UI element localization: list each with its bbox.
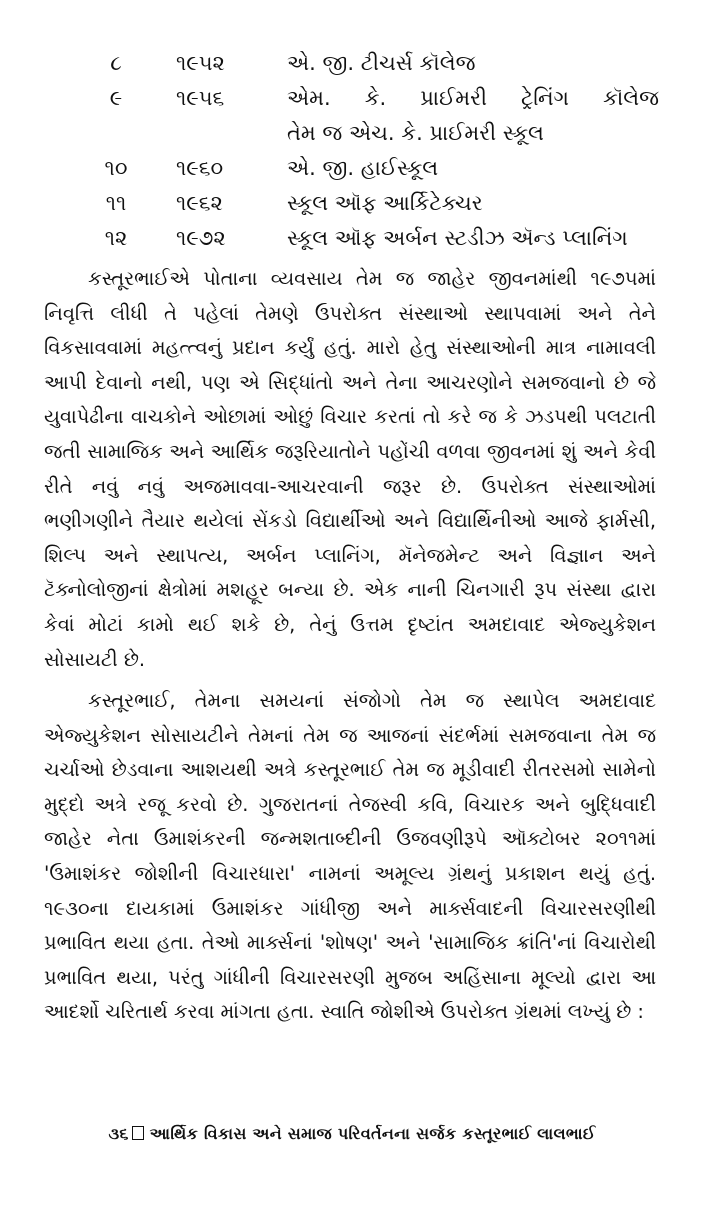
page-footer <box>0 1120 704 1148</box>
item-name: એ. જી. હાઈસ્કૂલ <box>287 156 439 180</box>
body-paragraph: કસ્તૂરભાઈ, તેમના સમયનાં સંજોગો તેમ જ સ્થાપેલ અમદાવાદ એજ્યુકેશન સોસાયટીને તેમનાં તેમ જ આજનાં સંદર્ભમાં સમજવાના તેમ જ ચર્ચાઓ છેડવાના આશયથી અત્રે કસ્તૂરભાઈ તેમ જ મૂડીવાદી રીતરસમો સામેનો મુદ્દો અત્રે રજૂ કરવો છે. ગુજરાતનાં તેજસ્વી કવિ, વિચારક અને બુદ્ધિવાદી જાહેર નેતા ઉમાશંકરની જન્મશતાબ્દીની ઉજવણીરૂપે ઑક્ટોબર ૨૦૧૧માં 'ઉમાશંકર જોશીની વિચારધારા' નામનાં અમૂલ્ય ગ્રંથનું પ્રકાશન થયું હતું. ૧૯૩૦ના દાયકામાં ઉમાશંકર ગાંધીજી અને માર્ક્સવાદની વિચારસરણીથી પ્રભાવિત થયા હતા. તેઓ માર્ક્સનાં 'શોષણ' અને 'સામાજિક ક્રાંતિ'નાં વિચારોથી પ્રભાવિત થયા, પરંતુ ગાંધીની વિચારસરણી મુજબ અહિંસાના મૂલ્યો દ્વારા આ આદર્શો ચરિતાર્થ કરવા માંગતા હતા. સ્વાતિ જોશીએ ઉપરોક્ત ગ્રંથમાં લખ્યું છે : <box>44 689 656 1024</box>
item-year: ૧૯૫૨ <box>176 51 225 75</box>
item-number: ૧૨ <box>104 226 128 250</box>
institution-list <box>0 46 704 256</box>
item-year: ૧૯૬૨ <box>176 191 223 215</box>
list-item-continuation <box>0 116 704 151</box>
item-number: ૧૧ <box>105 191 127 215</box>
list-item <box>0 221 704 256</box>
list-item <box>0 46 704 81</box>
item-number: ૮ <box>110 51 122 75</box>
item-name: એ. જી. ટીચર્સ કૉલેજ <box>287 51 476 75</box>
page-number: ૩૬ <box>108 1124 129 1143</box>
item-name: સ્કૂલ ઑફ અર્બન સ્ટડીઝ ઍન્ડ પ્લાનિંગ <box>287 226 628 250</box>
list-item <box>0 151 704 186</box>
square-bullet-icon <box>132 1126 144 1140</box>
list-item <box>0 186 704 221</box>
item-name: એમ. કે. પ્રાઈમરી ટ્રેનિંગ કૉલેજ <box>287 86 659 110</box>
item-year: ૧૯૭૨ <box>176 226 226 250</box>
item-name: સ્કૂલ ઑફ આર્કિટેક્ચર <box>287 191 483 215</box>
item-year: ૧૯૫૬ <box>176 86 225 110</box>
running-book-title: આર્થિક વિકાસ અને સમાજ પરિવર્તનના સર્જક કસ્તૂરભાઈ લાલભાઈ <box>149 1124 596 1143</box>
item-number: ૯ <box>109 86 123 110</box>
list-item <box>0 81 704 116</box>
body-paragraph: કસ્તૂરભાઈએ પોતાના વ્યવસાય તેમ જ જાહેર જીવનમાંથી ૧૯૭૫માં નિવૃત્તિ લીધી તે પહેલાં તેમણે ઉપરોક્ત સંસ્થાઓ સ્થાપવામાં અને તેને વિકસાવવામાં મહત્ત્વનું પ્રદાન કર્યું હતું. મારો હેતુ સંસ્થાઓની માત્ર નામાવલી આપી દેવાનો નથી, પણ એ સિદ્ધાંતો અને તેના આચરણોને સમજવાનો છે જે યુવાપેઢીના વાચકોને ઓછામાં ઓછું વિચાર કરતાં તો કરે જ કે ઝડપથી પલટાતી જતી સામાજિક અને આર્થિક જરૂરિયાતોને પહોંચી વળવા જીવનમાં શું અને કેવી રીતે નવું નવું અજમાવવા-આચરવાની જરૂર છે. ઉપરોક્ત સંસ્થાઓમાં ભણીગણીને તૈયાર થયેલાં સેંકડો વિદ્યાર્થીઓ અને વિદ્યાર્થિનીઓ આજે ફાર્મસી, શિલ્પ અને સ્થાપત્ય, અર્બન પ્લાનિંગ, મૅનેજમેન્ટ અને વિજ્ઞાન અને ટૅક્નોલોજીનાં ક્ષેત્રોમાં મશહૂર બન્યા છે. એક નાની ચિનગારી રૂપ સંસ્થા દ્વારા કેવાં મોટાં કામો થઈ શકે છે, તેનું ઉત્તમ દૃષ્ટાંત અમદાવાદ એજ્યુકેશન સોસાયટી છે. <box>44 267 656 671</box>
item-year: ૧૯૬૦ <box>176 156 224 180</box>
item-name-continuation: તેમ જ એચ. કે. પ્રાઈમરી સ્કૂલ <box>287 121 544 145</box>
item-number: ૧૦ <box>104 156 128 180</box>
